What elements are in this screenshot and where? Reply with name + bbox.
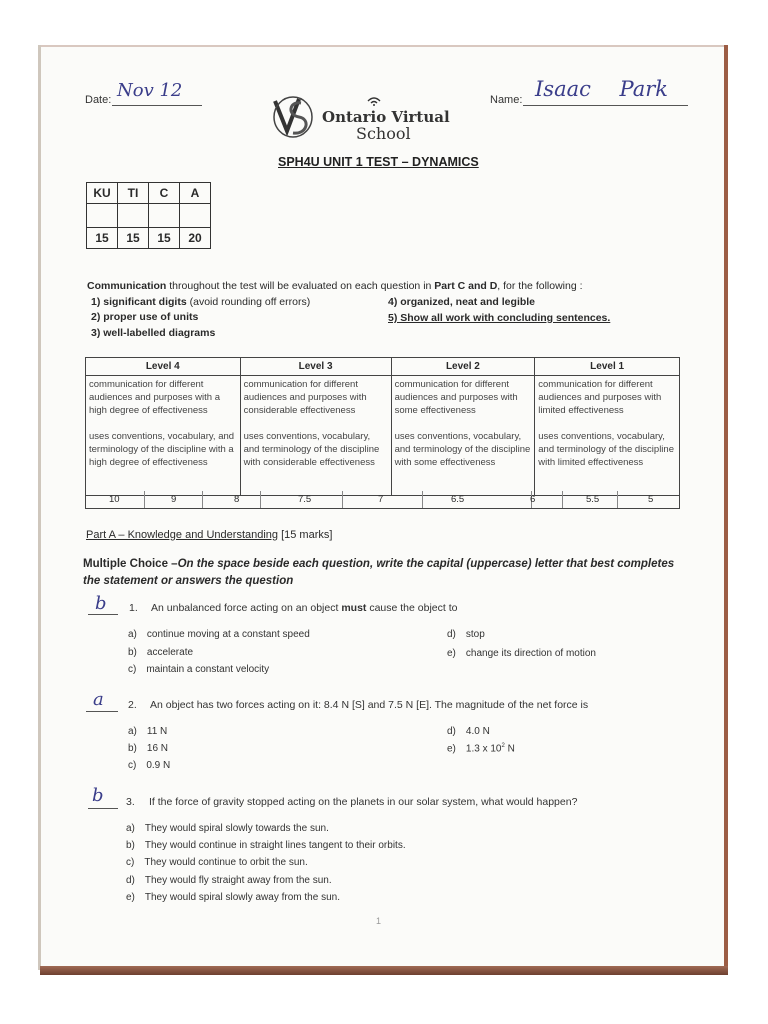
part-a-heading: Part A – Knowledge and Understanding [15 marks]: [86, 529, 333, 541]
level-scores-row: [85, 491, 680, 509]
level-2-description: communication for different audiences and purposes with some effectiveness uses conventions, vocabulary, and terminology of the discipline with some effectiveness: [391, 376, 535, 496]
score-8: 8: [234, 494, 240, 505]
answer-3: b: [92, 785, 104, 806]
test-title: SPH4U UNIT 1 TEST – DYNAMICS: [278, 155, 479, 169]
name-label: Name:: [490, 94, 523, 106]
q2-option-e: e) 1.3 x $10^2$ N: [447, 743, 515, 755]
level-3-header: Level 3: [240, 358, 391, 376]
page-number: 1: [376, 916, 382, 926]
q3-option-e: e) They would spiral slowly away from the sun.: [126, 892, 340, 903]
school-name-line1: Ontario Virtual: [322, 108, 450, 126]
q2-option-d: d) 4.0 N: [447, 726, 490, 737]
q2-option-a: a) 11 N: [128, 726, 168, 737]
marks-header-c: C: [149, 183, 180, 204]
name-value: Isaac Park: [535, 77, 669, 101]
marks-score-ti: [118, 204, 149, 228]
criteria-item-5: 5) Show all work with concluding sentences.: [388, 312, 611, 324]
answer-line-1[interactable]: [88, 614, 118, 615]
page-right-edge: [724, 45, 728, 970]
marks-header-ku: KU: [87, 183, 118, 204]
marks-table: [86, 182, 211, 249]
score-5-5: 5.5: [586, 494, 600, 505]
date-value: Nov 12: [117, 80, 183, 101]
score-6-5: 6.5: [451, 494, 465, 505]
levels-rubric-table: [85, 357, 680, 496]
marks-total-c: 15: [149, 228, 180, 249]
level-4-header: Level 4: [86, 358, 241, 376]
marks-total-ku: 15: [87, 228, 118, 249]
criteria-item-1: 1) significant digits (avoid rounding off errors): [91, 296, 311, 308]
question-2-number: 2.: [128, 699, 137, 711]
q3-option-b: b) They would continue in straight lines tangent to their orbits.: [126, 840, 406, 851]
q1-option-b: b) accelerate: [128, 647, 194, 658]
q1-option-a: a) continue moving at a constant speed: [128, 629, 310, 640]
q1-option-d: d) stop: [447, 629, 485, 640]
marks-header-a: A: [180, 183, 211, 204]
marks-score-a: [180, 204, 211, 228]
question-1-number: 1.: [129, 602, 138, 614]
answer-2: a: [93, 689, 104, 710]
page-left-edge: [38, 45, 41, 970]
marks-score-c: [149, 204, 180, 228]
level-1-header: Level 1: [535, 358, 680, 376]
criteria-item-4: 4) organized, neat and legible: [388, 296, 536, 308]
multiple-choice-instructions: Multiple Choice –On the space beside each question, write the capital (uppercase) letter that best completes the statement or answers the question: [83, 558, 675, 587]
marks-header-ti: TI: [118, 183, 149, 204]
answer-line-3[interactable]: [88, 808, 118, 809]
score-9: 9: [171, 494, 177, 505]
q3-option-a: a) They would spiral slowly towards the sun.: [126, 823, 329, 834]
question-3-text: If the force of gravity stopped acting on the planets in our solar system, what would happen?: [149, 796, 578, 808]
question-3-number: 3.: [126, 796, 135, 808]
level-4-description: communication for different audiences and purposes with a high degree of effectiveness uses conventions, vocabulary, and terminology of the discipline with a high degree of effectiveness: [86, 376, 241, 496]
q2-option-c: c) 0.9 N: [128, 760, 171, 771]
score-5: 5: [648, 494, 654, 505]
communication-intro: Communication throughout the test will be evaluated on each question in Part C and D, for the following :: [87, 280, 583, 292]
criteria-item-2: 2) proper use of units: [91, 311, 199, 323]
marks-total-ti: 15: [118, 228, 149, 249]
date-label: Date:: [85, 94, 112, 106]
school-name-line2: School: [356, 124, 411, 143]
marks-score-ku: [87, 204, 118, 228]
level-1-description: communication for different audiences and purposes with limited effectiveness uses conventions, vocabulary, and terminology of the discipline with limited effectiveness: [535, 376, 680, 496]
q3-option-d: d) They would fly straight away from the sun.: [126, 875, 332, 886]
marks-total-a: 20: [180, 228, 211, 249]
wifi-icon: [366, 96, 382, 106]
level-3-description: communication for different audiences and purposes with considerable effectiveness uses conventions, vocabulary, and terminology of the discipline with considerable effectiveness: [240, 376, 391, 496]
answer-1: b: [95, 593, 107, 614]
criteria-item-3: 3) well-labelled diagrams: [91, 327, 216, 339]
answer-line-2[interactable]: [86, 711, 118, 712]
q1-option-e: e) change its direction of motion: [447, 648, 596, 659]
question-1-text: An unbalanced force acting on an object must cause the object to: [151, 602, 458, 614]
table-edge: [40, 966, 728, 975]
question-2-text: An object has two forces acting on it: 8.4 N [S] and 7.5 N [E]. The magnitude of the net force is: [150, 699, 589, 711]
score-7: 7: [378, 494, 384, 505]
q3-option-c: c) They would continue to orbit the sun.: [126, 857, 308, 868]
score-7-5: 7.5: [298, 494, 312, 505]
q2-option-b: b) 16 N: [128, 743, 169, 754]
score-6: 6: [530, 494, 536, 505]
school-logo-icon: [271, 93, 315, 139]
q1-option-c: c) maintain a constant velocity: [128, 664, 270, 675]
level-2-header: Level 2: [391, 358, 535, 376]
score-10: 10: [109, 494, 120, 505]
